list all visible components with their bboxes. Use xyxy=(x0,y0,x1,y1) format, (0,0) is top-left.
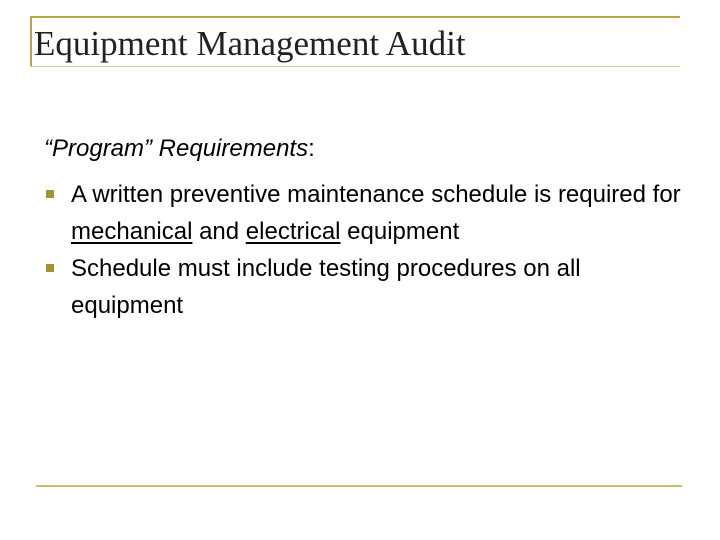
title-frame-top-rule xyxy=(30,16,680,18)
subheading-colon: : xyxy=(308,135,315,162)
subheading-italic-text: “Program” Requirements xyxy=(44,135,309,162)
bullet-text-part: equipment xyxy=(340,218,460,245)
bullet-list xyxy=(44,176,684,324)
square-bullet-icon xyxy=(46,264,54,272)
title-underline-rule xyxy=(30,66,680,67)
section-subheading xyxy=(44,132,315,166)
square-bullet-icon xyxy=(46,190,54,198)
underlined-term-mechanical: mechanical xyxy=(71,218,193,245)
slide-title: Equipment Management Audit xyxy=(34,24,466,63)
bullet-text: Schedule must include testing procedures on all equipment xyxy=(71,255,581,319)
footer-rule xyxy=(36,485,682,487)
bullet-item-testing-procedures xyxy=(44,250,684,324)
underlined-term-electrical: electrical xyxy=(245,218,341,245)
bullet-item-preventive-schedule xyxy=(44,176,684,250)
bullet-text-part: and xyxy=(192,218,246,245)
bullet-text-part: A written preventive maintenance schedule is required for xyxy=(71,181,681,208)
title-frame-left-rule xyxy=(30,16,32,66)
